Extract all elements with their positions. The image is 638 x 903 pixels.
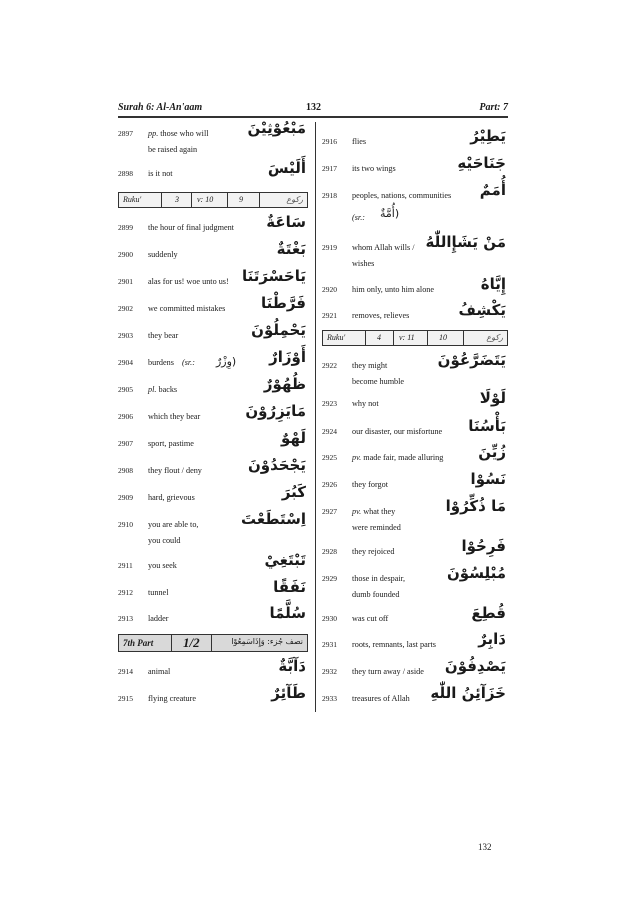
arabic-word: بَغْتَةٌ [276,240,306,258]
arabic-word: يَطِيْرُ [470,127,506,145]
entry-2899 [118,213,308,238]
entry-number: 2914 [118,667,133,676]
entry-meaning: those in despair, [352,574,406,583]
entry-2912 [118,578,308,603]
entry-meaning: removes, relieves [352,311,410,320]
entry-meaning: they rejoiced [352,547,395,556]
arabic-word: مَنْ يَشَإِاللّٰهُ [425,233,506,251]
entry-number: 2900 [118,250,133,259]
entry-meaning-cont: wishes [352,259,375,268]
entry-number: 2910 [118,520,133,529]
entry-number: 2909 [118,493,133,502]
page-number-top: 132 [306,102,321,113]
entry-number: 2902 [118,304,133,313]
entry-number: 2912 [118,588,133,597]
ruku-box [118,192,308,208]
entry-number: 2920 [322,285,337,294]
entry-2918 [322,181,508,222]
entry-2911 [118,551,308,576]
entry-meaning: hard, grievous [148,493,195,502]
entry-2910 [118,510,308,545]
arabic-word: يَتَضَرَّعُوْنَ [437,351,506,369]
arabic-word: خَزَآئِنُ اللّٰهِ [430,684,506,702]
entry-meaning: we committed mistakes [148,304,226,313]
entry-number: 2923 [322,399,337,408]
entry-2920 [322,275,508,300]
arabic-word: طَآئِرٌ [271,684,306,702]
entry-2908 [118,456,308,481]
entry-meaning: they might [352,361,388,370]
entry-number: 2918 [322,191,337,200]
entry-number: 2931 [322,640,337,649]
entry-number: 2917 [322,164,337,173]
entry-2931 [322,630,508,655]
entry-meaning: alas for us! woe unto us! [148,277,229,286]
entry-meaning: they bear [148,331,179,340]
entry-2913 [118,604,308,629]
entry-number: 2925 [322,453,337,462]
entry-2930 [322,604,508,629]
arabic-word: نَفَقًا [273,578,306,596]
entry-meaning: you seek [148,561,177,570]
ruku-number: 4 [377,333,381,342]
arabic-word: بَأْسُنَا [468,417,506,435]
entry-number: 2922 [322,361,337,370]
arabic-word: مَا ذُكِّرُوْا [445,497,506,515]
entry-2914 [118,657,308,682]
entry-meaning: made fair, made alluring [363,453,444,462]
entry-meaning-cont: you could [148,536,181,545]
singular-arabic: (أُمَّةٌ [380,207,400,220]
arabic-word: يَجْحَدُوْنَ [247,456,306,474]
part-arabic: نصف جُزء: وَإِذَاسَمِعُوْا [231,637,303,646]
arabic-word: فَرَّطْنَا [260,294,306,312]
arabic-word: إِيَّاهُ [480,275,506,293]
entry-meaning: suddenly [148,250,178,259]
entry-2900 [118,240,308,265]
entry-2927 [322,497,508,532]
entry-meaning: they turn away / aside [352,667,424,676]
part-number: 7th Part [123,638,154,648]
entry-number: 2926 [322,480,337,489]
entry-number: 2901 [118,277,133,286]
entry-2933 [322,684,508,709]
entry-2904 [118,348,308,373]
entry-number: 2924 [322,427,337,436]
entry-number: 2930 [322,614,337,623]
entry-meaning: tunnel [148,588,169,597]
entry-number: 2897 [118,129,133,138]
entry-number: 2899 [118,223,133,232]
entry-meaning: was cut off [352,614,389,623]
entry-meaning: what they [363,507,396,516]
entry-2909 [118,483,308,508]
ruku-verses: v: 11 [399,333,415,342]
entry-number: 2906 [118,412,133,421]
entry-2923 [322,389,508,414]
entry-2919 [322,233,508,268]
ruku-number: 3 [175,195,179,204]
entry-number: 2913 [118,614,133,623]
arabic-word: مَايَزِرُوْنَ [245,402,306,420]
entry-number: 2919 [322,243,337,252]
surah-title: Surah 6: Al-An'aam [118,102,203,113]
arabic-word: يَحْمِلُوْنَ [251,321,306,339]
entry-number: 2908 [118,466,133,475]
entry-meaning: you are able to, [148,520,199,529]
arabic-word: جَنَاحَيْهِ [457,154,506,172]
part-label: Part: 7 [479,102,508,113]
entry-meaning: animal [148,667,171,676]
arabic-word: مُبْلِسُوْنَ [446,564,506,582]
entry-meaning: flies [352,137,367,146]
entry-number: 2928 [322,547,337,556]
entry-2902 [118,294,308,319]
arabic-word: قُطِعَ [471,604,506,622]
entry-number: 2905 [118,385,133,394]
entry-number: 2907 [118,439,133,448]
part-fraction: 1/2 [183,635,200,650]
grammar-tag: pp. [148,129,159,138]
entry-meaning: which they bear [148,412,201,421]
arabic-word: أُمَمٌ [479,181,506,199]
entry-meaning: burdens [148,358,174,367]
entry-2898 [118,159,308,184]
entry-2925 [322,443,508,468]
entry-meaning: roots, remnants, last parts [352,640,436,649]
grammar-tag: pl. [148,385,157,394]
arabic-word: مَبْعُوْثِيْنَ [247,119,306,137]
entry-number: 2929 [322,574,337,583]
entry-2897 [118,119,308,154]
entry-meaning: peoples, nations, communities [352,191,452,200]
arabic-word: أَلَيْسَ [267,159,306,177]
ruku-box [322,330,508,346]
entry-meaning: is it not [148,169,173,178]
arabic-word: ظُهُوْرٌ [263,375,306,393]
ruku-label: Ruku' [327,333,346,342]
entry-2922 [322,351,508,386]
entry-meaning: ladder [148,614,169,623]
arabic-word: زُيِّنَ [478,443,506,461]
entry-meaning: flying creature [148,694,196,703]
entry-meaning-cont: were reminded [352,523,401,532]
entry-meaning: they forgot [352,480,389,489]
singular-note: (sr.: [352,213,365,222]
entry-meaning: whom Allah wills / [352,243,415,252]
arabic-word: يَصْدِفُوْنَ [444,657,506,675]
arabic-word: سُلَّمًا [269,604,306,622]
arabic-word: لَوْلَا [479,389,506,407]
entry-number: 2921 [322,311,337,320]
entry-meaning: our disaster, our misfortune [352,427,443,436]
arabic-word: فَرِحُوْا [461,537,506,555]
arabic-word: نَسُوْا [470,470,506,488]
arabic-word: سَاعَةٌ [266,213,306,231]
ruku-arabic: رکوع [486,333,503,342]
entry-2921 [322,301,508,326]
arabic-word: اِسْتَطَعْتَ [241,510,306,528]
entry-2932 [322,657,508,682]
entry-meaning: those who will [160,129,209,138]
arabic-word: لَهْوٌ [281,429,306,447]
entry-meaning: its two wings [352,164,396,173]
ruku-count: 10 [439,333,447,342]
entry-2917 [322,154,508,179]
entry-number: 2933 [322,694,337,703]
entry-2906 [118,402,308,427]
entry-2901 [118,267,308,292]
entry-2929 [322,564,508,599]
half-part-bar [118,634,308,652]
entry-2924 [322,417,508,442]
ruku-arabic: رکوع [286,195,303,204]
entry-meaning: why not [352,399,379,408]
entry-number: 2915 [118,694,133,703]
singular-arabic: (وِزْرٌ [216,355,237,368]
entry-meaning: him only, unto him alone [352,285,435,294]
arabic-word: يَكْشِفُ [458,301,506,319]
entry-meaning-cont: become humble [352,377,405,386]
page-header [118,102,508,118]
entry-2928 [322,537,508,562]
column-divider [315,122,316,712]
arabic-word: يَاحَسْرَتَنَا [241,267,306,285]
entry-2916 [322,127,508,152]
entry-number: 2904 [118,358,133,367]
ruku-verses: v: 10 [197,195,214,204]
entry-meaning-cont: be raised again [148,145,198,154]
entry-meaning: backs [158,385,178,394]
ruku-label: Ruku' [123,195,142,204]
entry-2907 [118,429,308,454]
entry-number: 2932 [322,667,337,676]
ruku-count: 9 [239,195,243,204]
arabic-word: أَوْزَارٌ [269,348,306,366]
singular-note: (sr.: [181,358,195,367]
arabic-word: دَآبَّةٌ [278,657,306,675]
grammar-tag: pv. [352,507,362,516]
page-number-footer: 132 [478,842,492,852]
entry-2903 [118,321,308,346]
entry-meaning: treasures of Allah [352,694,410,703]
entry-2926 [322,470,508,495]
entry-2915 [118,684,308,709]
entry-number: 2903 [118,331,133,340]
entry-number: 2916 [322,137,337,146]
entry-2905 [118,375,308,400]
entry-number: 2911 [118,561,133,570]
grammar-tag: pv. [352,453,362,462]
arabic-word: كَبُرَ [281,483,306,501]
arabic-word: تَبْتَغِيْ [264,551,306,569]
entry-meaning: they flout / deny [148,466,202,475]
entry-number: 2898 [118,169,133,178]
entry-meaning: the hour of final judgment [148,223,234,232]
entry-meaning: sport, pastime [148,439,194,448]
entry-number: 2927 [322,507,337,516]
arabic-word: دَابِرٌ [478,630,506,648]
entry-meaning-cont: dumb founded [352,590,400,599]
